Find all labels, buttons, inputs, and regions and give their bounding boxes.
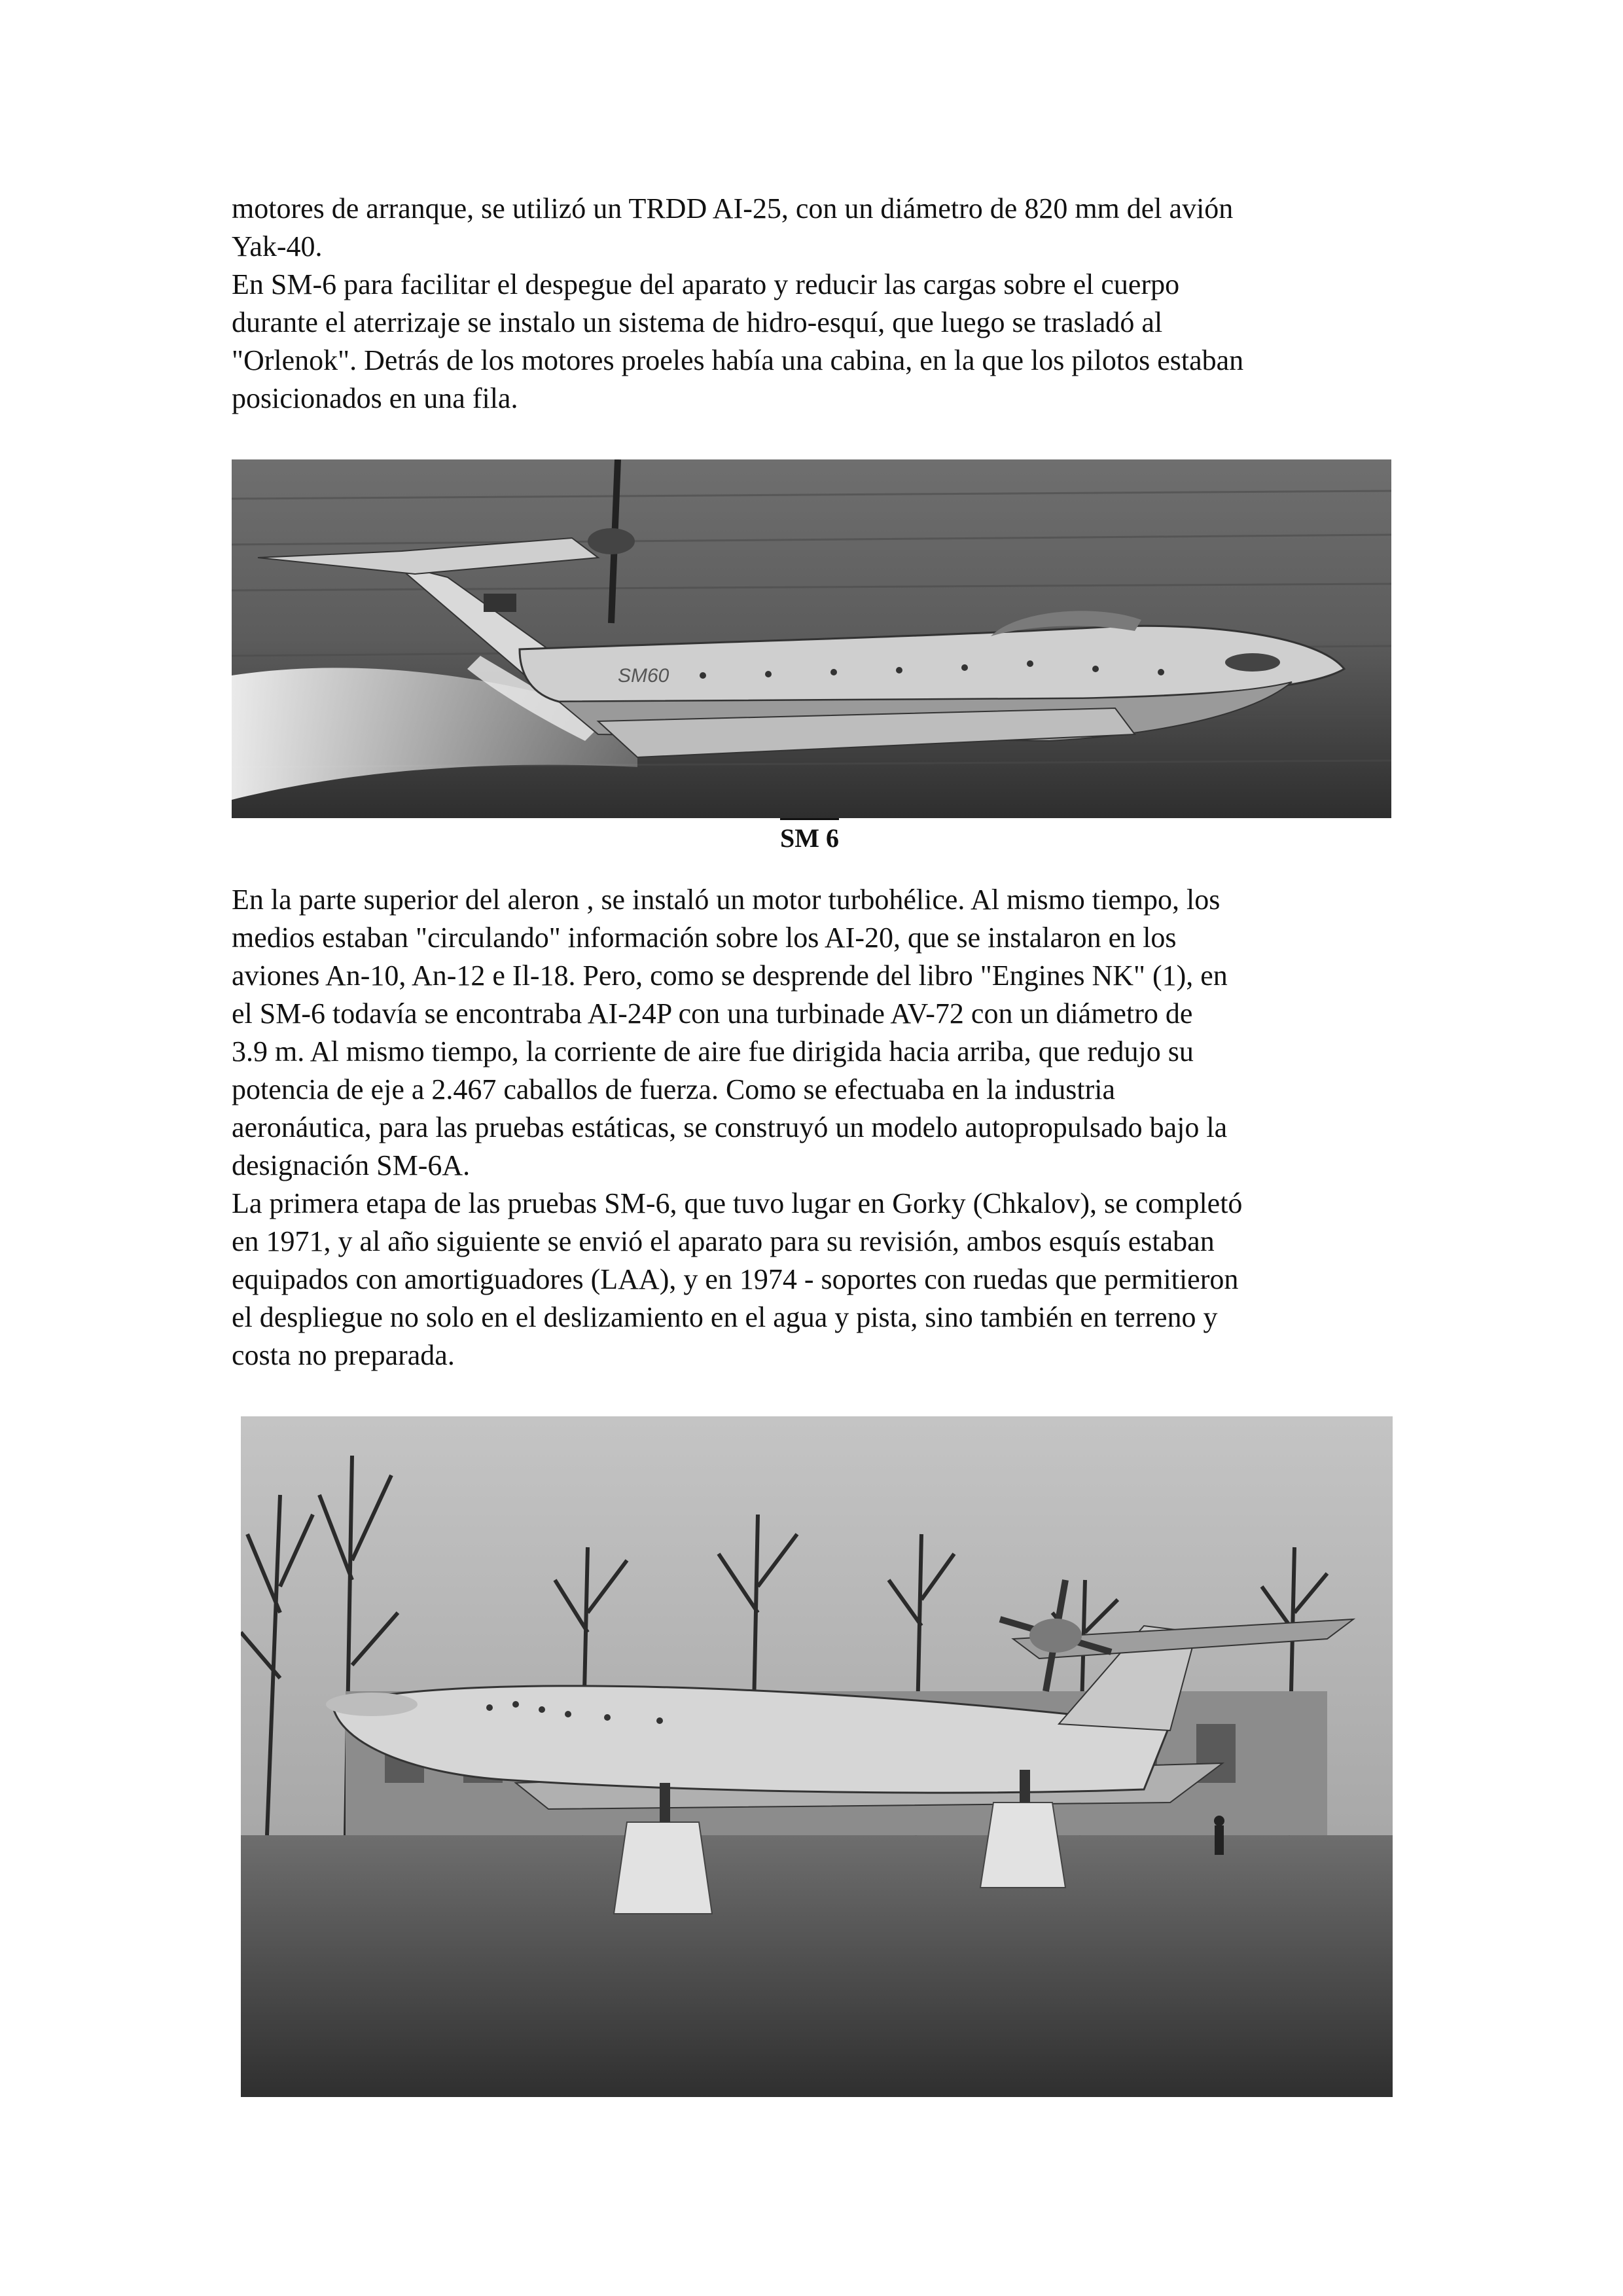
figure-caption: SM 6 bbox=[780, 818, 839, 853]
text-line: En la parte superior del aleron , se instaló un motor turbohélice. Al mismo tiempo, los bbox=[232, 884, 1221, 916]
hull-marking: SM60 bbox=[618, 665, 669, 687]
text-line: el SM-6 todavía se encontraba AI-24P con una turbinade AV-72 con un diámetro de bbox=[232, 997, 1193, 1030]
text-line: posicionados en una fila. bbox=[232, 382, 518, 414]
text-line: medios estaban "circulando" información sobre los AI-20, que se instalaron en los bbox=[232, 922, 1177, 954]
paragraph-1 bbox=[232, 190, 1397, 418]
text-line: En SM-6 para facilitar el despegue del aparato y reducir las cargas sobre el cuerpo bbox=[232, 268, 1180, 300]
text-line: Yak-40. bbox=[232, 230, 323, 262]
text-line: "Orlenok". Detrás de los motores proeles había una cabina, en la que los pilotos estaban bbox=[232, 344, 1244, 376]
text-line: aviones An-10, An-12 e Il-18. Pero, como se desprende del libro "Engines NK" (1), en bbox=[232, 960, 1228, 992]
text-line: el despliegue no solo en el deslizamiento en el agua y pista, sino también en terreno y bbox=[232, 1301, 1218, 1333]
monument-photo-icon bbox=[241, 1416, 1393, 2097]
text-line: potencia de eje a 2.467 caballos de fuerza. Como se efectuaba en la industria bbox=[232, 1073, 1115, 1105]
text-line: La primera etapa de las pruebas SM-6, que tuvo lugar en Gorky (Chkalov), se completó bbox=[232, 1187, 1243, 1219]
text-line: costa no preparada. bbox=[232, 1339, 455, 1371]
text-line: 3.9 m. Al mismo tiempo, la corriente de aire fue dirigida hacia arriba, que redujo su bbox=[232, 1035, 1194, 1067]
text-line: en 1971, y al año siguiente se envió el aparato para su revisión, ambos esquís estaban bbox=[232, 1225, 1215, 1257]
text-line: aeronáutica, para las pruebas estáticas, se construyó un modelo autopropulsado bajo la bbox=[232, 1111, 1228, 1143]
ekranoplan-photo-icon bbox=[232, 459, 1391, 818]
text-line: motores de arranque, se utilizó un TRDD AI-25, con un diámetro de 820 mm del avión bbox=[232, 192, 1234, 224]
paragraph-2 bbox=[232, 881, 1397, 1374]
text-line: durante el aterrizaje se instalo un sistema de hidro-esquí, que luego se trasladó al bbox=[232, 306, 1163, 338]
sm6-photo bbox=[232, 459, 1391, 818]
sm6-monument-photo bbox=[241, 1416, 1393, 2097]
text-line: designación SM-6A. bbox=[232, 1149, 471, 1181]
text-line: equipados con amortiguadores (LAA), y en 1974 - soportes con ruedas que permitieron bbox=[232, 1263, 1239, 1295]
